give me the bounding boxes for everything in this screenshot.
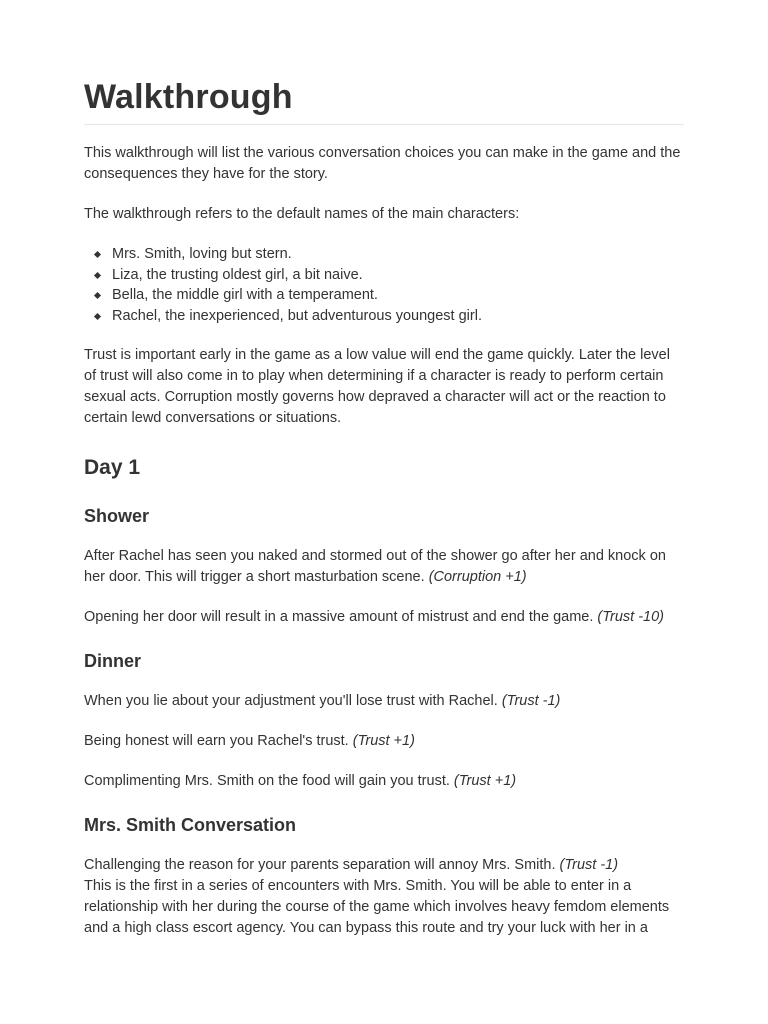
conversation-heading: Mrs. Smith Conversation bbox=[84, 815, 297, 835]
corruption-effect: (Corruption +1) bbox=[428, 569, 527, 585]
list-item-text: Rachel, the inexperienced, but adventurous youngest girl. bbox=[112, 307, 482, 324]
shower-paragraph-1 bbox=[84, 546, 684, 588]
conversation-paragraph-2: This is the first in a series of encounters with Mrs. Smith. You will be able to enter in a relationship with her during the course of the game which involves heavy femdom elements and a high class escort agency. You can bypass this route and try your luck with her in a bbox=[84, 878, 670, 936]
diamond-bullet-icon bbox=[94, 271, 101, 278]
trust-effect: (Trust +1) bbox=[352, 733, 415, 749]
day1-heading: Day 1 bbox=[84, 456, 141, 479]
trust-effect: (Trust +1) bbox=[453, 773, 517, 789]
dinner-heading: Dinner bbox=[84, 651, 142, 671]
dinner-paragraph-1 bbox=[84, 691, 684, 712]
list-item-text: Mrs. Smith, loving but stern. bbox=[112, 246, 292, 262]
shower-paragraph-2 bbox=[84, 607, 684, 628]
list-item bbox=[84, 244, 684, 265]
page-title: Walkthrough bbox=[84, 78, 293, 116]
dinner-paragraph-2-text: Being honest will earn you Rachel's trust. bbox=[84, 733, 349, 749]
dinner-paragraph-3-text: Complimenting Mrs. Smith on the food will gain you trust. bbox=[84, 773, 450, 789]
shower-paragraph-2-text: Opening her door will result in a massive amount of mistrust and end the game. bbox=[84, 609, 594, 625]
list-item bbox=[84, 306, 684, 327]
dinner-paragraph-1-text: When you lie about your adjustment you'll lose trust with Rachel. bbox=[84, 693, 498, 709]
list-item bbox=[84, 285, 684, 306]
conversation-paragraph-1-text: Challenging the reason for your parents separation will annoy Mrs. Smith. bbox=[84, 857, 556, 873]
trust-paragraph: Trust is important early in the game as a low value will end the game quickly. Later the level of trust will also come in to play when determining if a character is ready to perform certain sexual acts. Corruption mostly governs how depraved a character will act or the reaction to certain lewd conversations or situations. bbox=[84, 347, 670, 426]
trust-effect: (Trust -10) bbox=[597, 609, 665, 625]
shower-paragraph-1-text: After Rachel has seen you naked and stormed out of the shower go after her and knock on her door. This will trigger a short masturbation scene. bbox=[84, 548, 666, 585]
document-body bbox=[84, 143, 684, 958]
characters-intro-paragraph: The walkthrough refers to the default names of the main characters: bbox=[84, 206, 520, 222]
list-item-text: Liza, the trusting oldest girl, a bit naive. bbox=[112, 266, 363, 283]
list-item-text: Bella, the middle girl with a temperament. bbox=[112, 287, 378, 303]
conversation-paragraph-1 bbox=[84, 855, 684, 876]
trust-effect: (Trust -1) bbox=[501, 693, 561, 709]
diamond-bullet-icon bbox=[94, 292, 101, 299]
diamond-bullet-icon bbox=[94, 312, 101, 319]
trust-effect: (Trust -1) bbox=[559, 857, 619, 873]
diamond-bullet-icon bbox=[94, 251, 101, 258]
shower-heading: Shower bbox=[84, 506, 150, 526]
title-divider bbox=[84, 124, 684, 125]
dinner-paragraph-2 bbox=[84, 731, 684, 752]
characters-list bbox=[84, 244, 684, 326]
list-item bbox=[84, 265, 684, 286]
intro-paragraph: This walkthrough will list the various conversation choices you can make in the game and the consequences they have for the story. bbox=[84, 145, 681, 182]
dinner-paragraph-3 bbox=[84, 771, 684, 792]
